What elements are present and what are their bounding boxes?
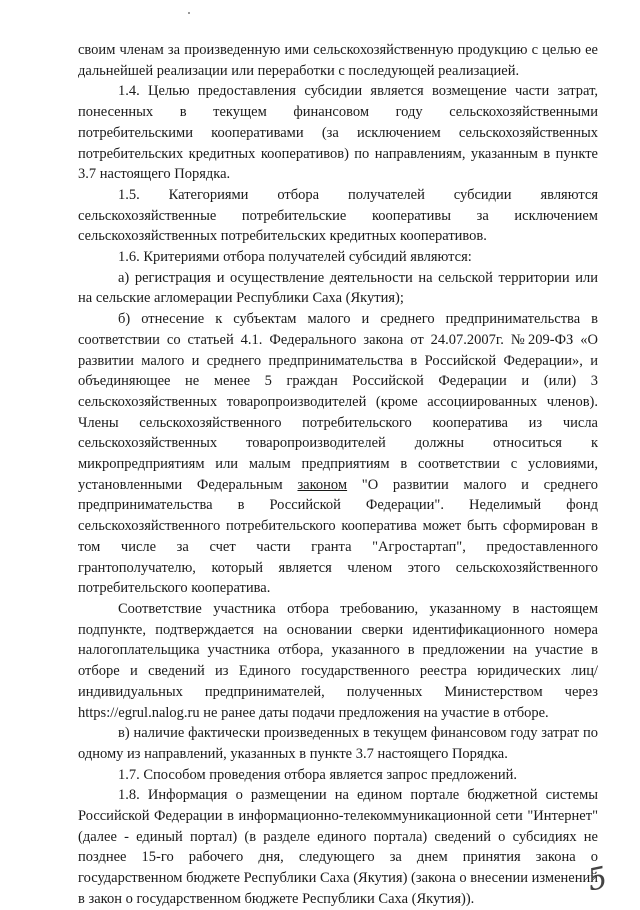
page-number: 5 [584, 860, 611, 899]
paragraph-1-4: 1.4. Целью предоставления субсидии является возмещение части затрат, понесенных в текущем финансовом году сельскохозяйственными потребительскими кооперативами (за исключением сельскохозяйственных потребительских кредитных кооперативов) по направлениям, указанным в пункте 3.7 настоящего Порядка. [78, 83, 598, 183]
paragraph-compliance: Соответствие участника отбора требованию, указанному в настоящем подпункте, подтверждается на основании сверки идентификационного номера налогоплательщика участника отбора, указанного в предложении на участие в отборе и сведений из Единого государственного реестра юридических лиц/индивидуальных предпринимателей, полученных Министерством через https://egrul.nalog.ru не ранее даты подачи предложения на участие в отборе. [78, 600, 598, 721]
paragraph-1-6-b-text-end: "О развитии малого и среднего предпринимательства в Российской Федерации". Неделимый фонд сельскохозяйственного потребительского кооператива может быть сформирован в том числе за счет части гранта "Агростартап", предоставленного грантополучателю, который является членом этого сельскохозяйственного потребительского кооператива. [78, 476, 598, 597]
law-link[interactable]: законом [297, 476, 348, 493]
paragraph-1-6: 1.6. Критериями отбора получателей субсидий являются: [118, 249, 472, 266]
paragraph-1-8: 1.8. Информация о размещении на едином портале бюджетной системы Российской Федерации в информационно-телекоммуникационной сети "Интернет" (далее - единый портал) (в разделе единого портала) сведений о субсидиях не позднее 15-го рабочего дня, следующего за днем принятия закона о государственном бюджете Республики Саха (Якутия) (закона о внесении изменений в закон о государственном бюджете Республики Саха (Якутия)). [78, 787, 598, 907]
paragraph-1-6-a: а) регистрация и осуществление деятельности на сельской территории или на сельские агломерации Республики Саха (Якутия); [78, 269, 598, 307]
paragraph-1-7: 1.7. Способом проведения отбора является запрос предложений. [118, 766, 517, 783]
paragraph-1-6-b [78, 309, 598, 599]
scan-artifact [188, 12, 190, 14]
paragraph-1-5: 1.5. Категориями отбора получателей субсидии являются сельскохозяйственные потребительские кооперативы за исключением сельскохозяйственных потребительских кредитных кооперативов. [78, 186, 598, 245]
document-body [78, 40, 598, 910]
paragraph-continuation: своим членам за произведенную ими сельскохозяйственную продукцию с целью ее дальнейшей реализации или переработки с последующей реализацией. [78, 42, 598, 79]
paragraph-1-6-b-text-start: б) отнесение к субъектам малого и среднего предпринимательства в соответствии со статьей 4.1. Федерального закона от 24.07.2007г. №209-ФЗ «О развитии малого и среднего предпринимательства в Российской Федерации», и объединяющее не менее 5 граждан Российской Федерации и (или) 3 сельскохозяйственных товаропроизводителей (кроме ассоциированных членов). Члены сельскохозяйственного потребительского кооператива из числа сельскохозяйственных товаропроизводителей должны относиться к микропредприятиям или малым предприятиям в соответствии с условиями, установленными Федеральным [78, 311, 598, 493]
paragraph-1-6-v: в) наличие фактически произведенных в текущем финансовом году затрат по одному из направлений, указанных в пункте 3.7 настоящего Порядка. [78, 725, 598, 762]
